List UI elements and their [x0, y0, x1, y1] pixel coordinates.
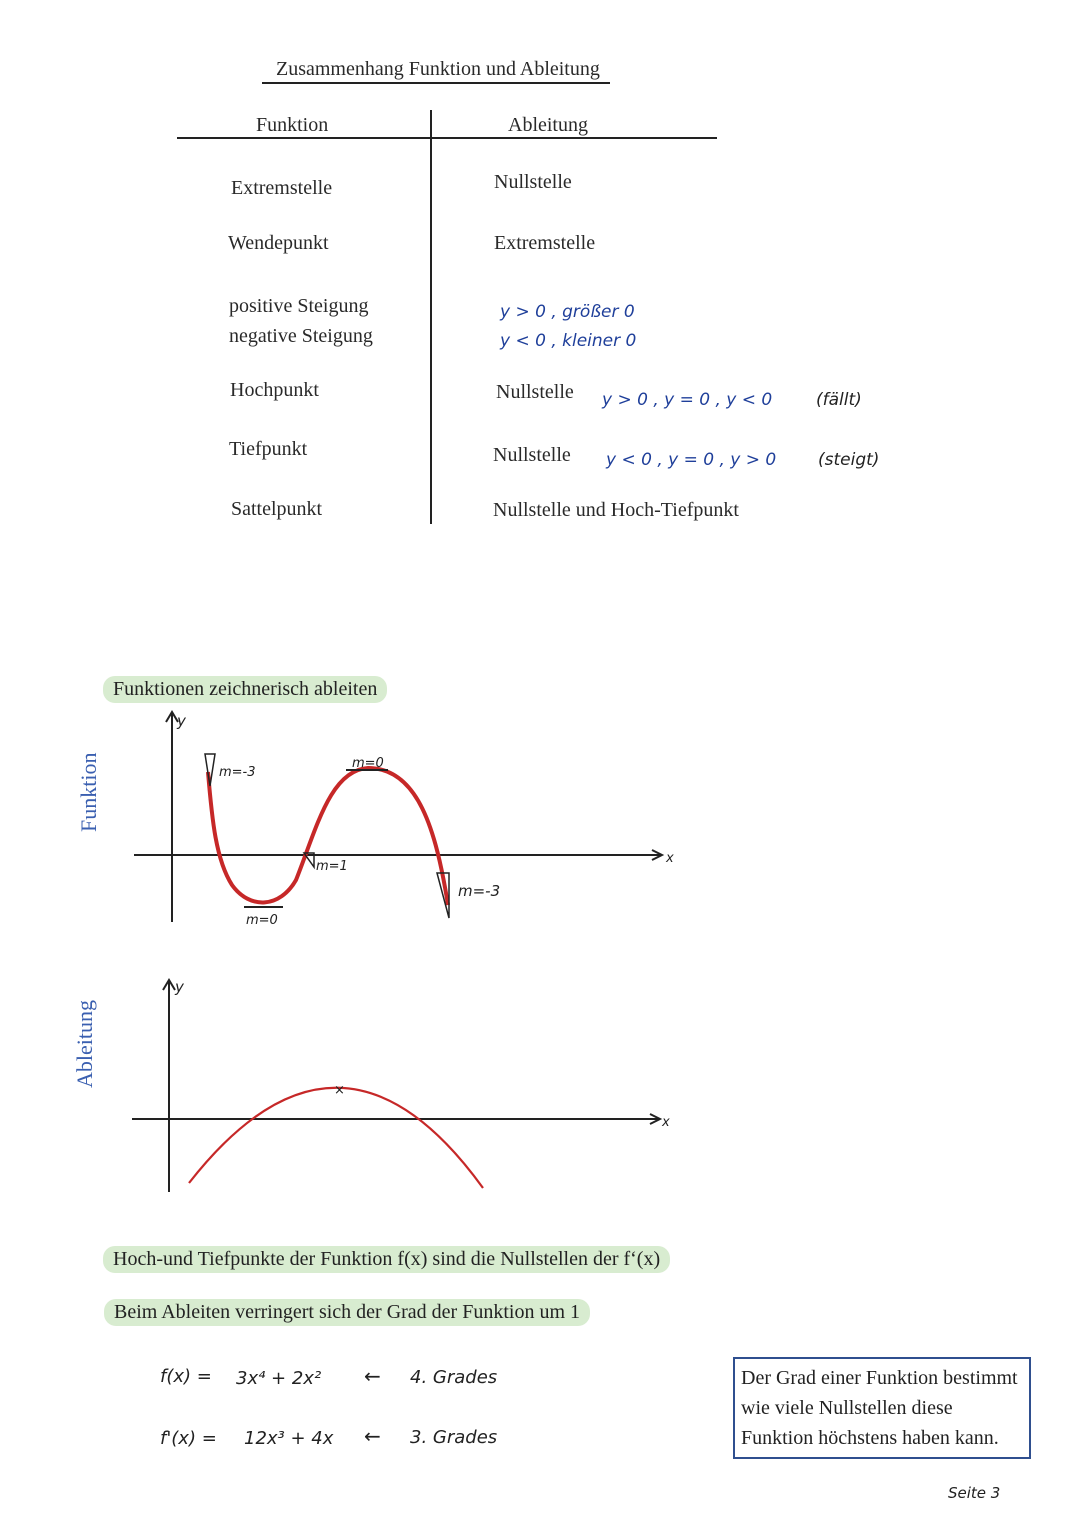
- row-left-hochpunkt: Hochpunkt: [230, 379, 319, 401]
- formula-fprime-expr: 12x³ + 4x: [244, 1428, 334, 1449]
- fact-2: Beim Ableiten verringert sich der Grad der Funktion um 1: [104, 1299, 590, 1326]
- row-right-nullstelle-tief: Nullstelle: [493, 444, 571, 466]
- graph2-x-label: x: [662, 1115, 670, 1130]
- section-heading: Funktionen zeichnerisch ableiten: [103, 676, 387, 703]
- function-graph: [0, 700, 720, 940]
- function-curve: [208, 768, 448, 905]
- row-right-greater: y > 0 , größer 0: [500, 302, 635, 322]
- graph1-y-label: y: [177, 712, 186, 730]
- info-box: Der Grad einer Funktion bestimmt wie viele Nullstellen diese Funktion höchstens haben kann.: [733, 1357, 1031, 1459]
- row-note-hoch: y > 0 , y = 0 , y < 0: [602, 390, 773, 410]
- slope-label-3: m=1: [316, 859, 348, 874]
- derivative-curve: [189, 1088, 483, 1188]
- formula-f-arrow: ←: [364, 1364, 381, 1388]
- row-left-positive: positive Steigung: [229, 295, 369, 317]
- graph2-y-label: y: [175, 978, 184, 996]
- row-right-extremstelle: Extremstelle: [494, 232, 596, 254]
- formula-fprime-arrow: ←: [364, 1424, 381, 1448]
- table-divider: [430, 110, 432, 524]
- row-note-faellt: (fällt): [816, 390, 862, 410]
- row-right-nullstelle-hoch: Nullstelle: [496, 381, 574, 403]
- row-left-extremstelle: Extremstelle: [231, 177, 333, 199]
- row-right-sattel: Nullstelle und Hoch-Tiefpunkt: [493, 499, 739, 521]
- page-title: Zusammenhang Funktion und Ableitung: [262, 58, 610, 84]
- formula-f-lhs: f(x) =: [160, 1366, 212, 1387]
- formula-f-grade: 4. Grades: [410, 1367, 498, 1388]
- formula-fprime-grade: 3. Grades: [410, 1427, 498, 1448]
- derivative-graph: [0, 970, 720, 1200]
- row-note-tief: y < 0 , y = 0 , y > 0: [606, 450, 777, 470]
- table-header-ableitung: Ableitung: [508, 114, 588, 136]
- slope-label-5: m=-3: [458, 882, 501, 900]
- slope-triangle-1: [205, 754, 215, 786]
- row-left-sattelpunkt: Sattelpunkt: [231, 498, 323, 520]
- table-header-funktion: Funktion: [256, 114, 329, 136]
- slope-label-2: m=0: [352, 756, 384, 771]
- slope-label-4: m=0: [246, 913, 278, 928]
- formula-fprime-lhs: f'(x) =: [160, 1428, 217, 1449]
- formula-f-expr: 3x⁴ + 2x²: [236, 1368, 322, 1389]
- row-right-less: y < 0 , kleiner 0: [500, 331, 637, 351]
- slope-label-1: m=-3: [219, 765, 256, 780]
- table-header-rule: [177, 137, 717, 139]
- side-label-ableitung: Ableitung: [72, 1000, 97, 1088]
- row-left-wendepunkt: Wendepunkt: [228, 232, 329, 254]
- page-number: Seite 3: [948, 1484, 1001, 1502]
- graph1-x-label: x: [666, 851, 674, 866]
- fact-1: Hoch-und Tiefpunkte der Funktion f(x) sind die Nullstellen der f‘(x): [103, 1246, 670, 1273]
- row-left-negative: negative Steigung: [229, 325, 373, 347]
- row-note-steigt: (steigt): [818, 450, 880, 470]
- row-right-nullstelle: Nullstelle: [494, 171, 572, 193]
- row-left-tiefpunkt: Tiefpunkt: [229, 438, 308, 460]
- derivative-max-mark: ×: [334, 1083, 345, 1098]
- side-label-funktion: Funktion: [76, 752, 101, 832]
